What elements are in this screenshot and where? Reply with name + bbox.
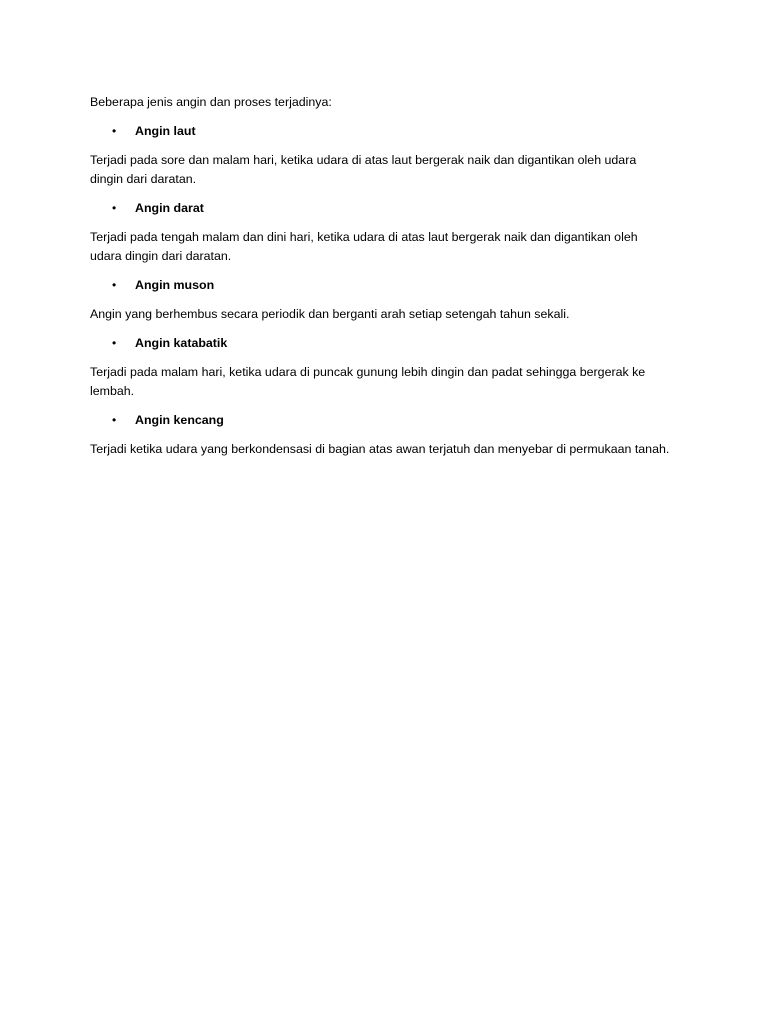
wind-type-description: Terjadi pada tengah malam dan dini hari, ketika udara di atas laut bergerak naik dan digantikan oleh udara dingin dari daratan.	[90, 230, 638, 263]
bullet-icon: •	[112, 413, 117, 427]
wind-entry-katabatik	[90, 334, 670, 401]
bullet-icon: •	[112, 336, 117, 350]
bullet-icon: •	[112, 201, 117, 215]
wind-type-description: Terjadi ketika udara yang berkondensasi di bagian atas awan terjatuh dan menyebar di permukaan tanah.	[90, 442, 670, 456]
wind-entry-muson	[90, 276, 670, 324]
intro-text: Beberapa jenis angin dan proses terjadinya:	[90, 95, 332, 109]
bullet-icon: •	[112, 278, 117, 292]
wind-type-title: Angin muson	[135, 278, 215, 292]
wind-type-title: Angin katabatik	[135, 336, 228, 350]
bullet-item	[90, 411, 670, 430]
bullet-item	[90, 334, 670, 353]
wind-type-description: Terjadi pada malam hari, ketika udara di puncak gunung lebih dingin dan padat sehingga bergerak ke lembah.	[90, 365, 646, 398]
wind-type-description: Terjadi pada sore dan malam hari, ketika udara di atas laut bergerak naik dan digantikan oleh udara dingin dari daratan.	[90, 153, 637, 186]
bullet-item	[90, 199, 670, 218]
wind-entry-kencang	[90, 411, 670, 459]
wind-type-title: Angin kencang	[135, 413, 224, 427]
wind-entry-laut	[90, 122, 670, 189]
document-body	[90, 93, 670, 469]
wind-type-title: Angin darat	[135, 201, 204, 215]
wind-type-description: Angin yang berhembus secara periodik dan berganti arah setiap setengah tahun sekali.	[90, 307, 570, 321]
bullet-item	[90, 276, 670, 295]
wind-entry-darat	[90, 199, 670, 266]
wind-type-title: Angin laut	[135, 124, 196, 138]
bullet-item	[90, 122, 670, 141]
bullet-icon: •	[112, 124, 117, 138]
